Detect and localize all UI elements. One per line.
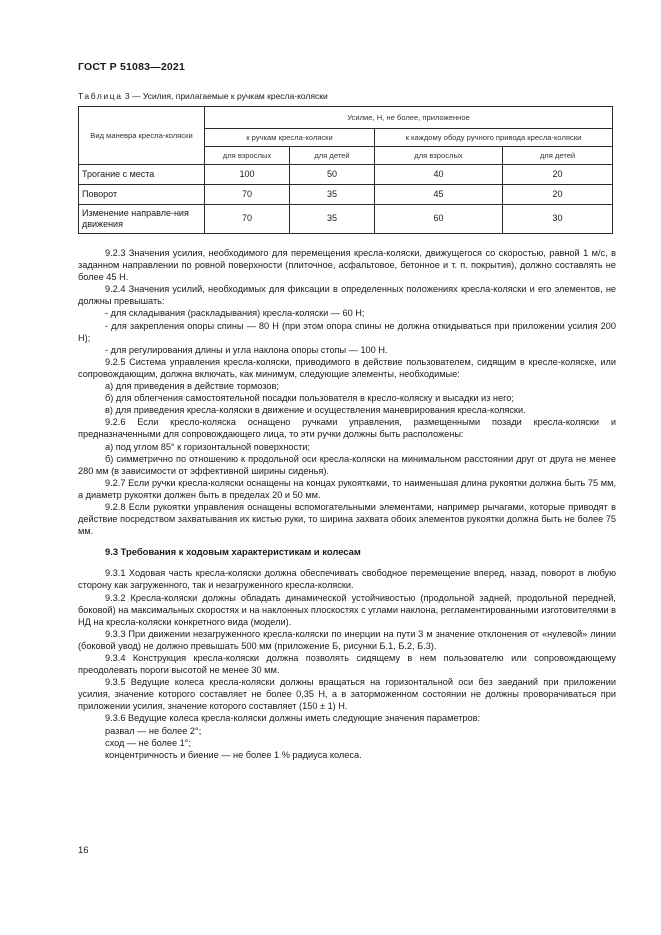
- table-cell: 20: [503, 165, 613, 185]
- table-row: [79, 205, 613, 234]
- paragraph: а) для приведения в действие тормозов;: [105, 381, 279, 392]
- paragraph: 9.3.6 Ведущие колеса кресла-коляски должны иметь следующие значения параметров:: [105, 713, 481, 724]
- paragraph: 9.2.6 Если кресло-коляска оснащено ручками управления, размещенными позади кресла-коляски и предназначенными для сопровождающего лица, то эти ручки должны быть расположены:: [78, 417, 616, 440]
- header-children: для детей: [290, 147, 375, 165]
- table-cell: 35: [290, 205, 375, 234]
- paragraph: б) для облегчения самостоятельной посадки пользователя в кресло-коляску и высадки из него;: [105, 393, 514, 404]
- table-cell: 70: [205, 205, 290, 234]
- header-adults: для взрослых: [375, 147, 503, 165]
- paragraph: сход — не более 1°;: [105, 737, 192, 748]
- paragraph: - для регулирования длины и угла наклона опоры стопы — 100 Н.: [105, 344, 388, 355]
- table-cell: 40: [375, 165, 503, 185]
- row-label: Поворот: [79, 185, 205, 205]
- header-maneuver: Вид маневра кресла-коляски: [79, 107, 205, 165]
- paragraph: 9.3.4 Конструкция кресла-коляски должна позволять сидящему в нем пользователю или сопровождающему преодолевать пороги высотой не менее 30 мм.: [78, 653, 616, 676]
- body-text: [78, 247, 616, 761]
- paragraph: в) для приведения кресла-коляски в движение и осуществления маневрирования кресла-коляски.: [105, 405, 526, 416]
- paragraph: 9.3.1 Ходовая часть кресла-коляски должна обеспечивать свободное перемещение вперед, назад, поворот в любую сторону как загруженного, так и незагруженного кресла-коляски.: [78, 568, 616, 591]
- paragraph: 9.3.3 При движении незагруженного кресла-коляски по инерции на пути 3 м значение отклонения от «нулевой» линии (боковой увод) не должно превышать 500 мм (приложение Б, рисунки Б.1, Б.2, Б.3).: [78, 628, 616, 651]
- forces-table: [78, 106, 613, 234]
- paragraph: - для закрепления опоры спины — 80 Н (при этом опора спины не должна откидываться при приложении усилия 200 Н);: [78, 320, 616, 343]
- table-cell: 70: [205, 185, 290, 205]
- table-caption-text: 3 — Усилия, прилагаемые к ручкам кресла-коляски: [124, 91, 328, 101]
- table-cell: 20: [503, 185, 613, 205]
- row-label: Трогание с места: [79, 165, 205, 185]
- section-heading: 9.3 Требования к ходовым характеристикам и колесам: [105, 546, 361, 558]
- paragraph: 9.2.5 Система управления кресла-коляски, приводимого в действие пользователем, сидящим в кресле-коляске, или сопровождающим, должна включать, как минимум, следующие элементы, необходимые:: [78, 356, 616, 379]
- table-cell: 50: [290, 165, 375, 185]
- paragraph: 9.3.5 Ведущие колеса кресла-коляски должны вращаться на горизонтальной оси без заеданий при приложении усилия, значение которого составляет не более 0,35 Н, а в заторможенном состоянии не должны проворачиваться при приложении усилия, значение которого составляет (150 ± 1) Н.: [78, 677, 616, 712]
- paragraph: 9.2.3 Значения усилия, необходимого для перемещения кресла-коляски, движущегося со скоростью, равной 1 м/с, в заданном направлении по ровной поверхности (плиточное, асфальтовое, бетонное и т. п. покрытия), должно составлять не более 45 Н.: [78, 248, 616, 283]
- table-cell: 60: [375, 205, 503, 234]
- paragraph: а) под углом 85° к горизонтальной поверхности;: [105, 441, 310, 452]
- paragraph: 9.2.7 Если ручки кресла-коляски оснащены на концах рукоятками, то наименьшая длина рукоятки должна быть 75 мм, а диаметр рукоятки должен быть в пределах 20 и 50 мм.: [78, 477, 616, 500]
- header-force: Усилие, Н, не более, приложенное: [205, 107, 613, 129]
- paragraph: развал — не более 2°;: [105, 725, 202, 736]
- row-label: Изменение направле-ния движения: [79, 205, 205, 234]
- header-handles: к ручкам кресла-коляски: [205, 129, 375, 147]
- page-number: 16: [78, 845, 89, 856]
- header-adults: для взрослых: [205, 147, 290, 165]
- table-cell: 30: [503, 205, 613, 234]
- document-header: ГОСТ Р 51083—2021: [78, 61, 186, 73]
- paragraph: - для складывания (раскладывания) кресла-коляски — 60 Н;: [105, 308, 365, 319]
- table-cell: 100: [205, 165, 290, 185]
- paragraph: б) симметрично по отношению к продольной оси кресла-коляски на минимальном расстоянии друг от друга не менее 280 мм (в зависимости от эффективной ширины сиденья).: [78, 453, 616, 476]
- table-caption: [78, 91, 328, 101]
- paragraph: 9.2.8 Если рукоятки управления оснащены вспомогательными элементами, например рычагами, которые приводят в действие посредством захватывания их кистью руки, то ширина захвата обоих элементов рукоятки должна быть не более 75 мм.: [78, 501, 616, 537]
- table-caption-word: Таблица: [78, 91, 123, 101]
- header-rims: к каждому ободу ручного привода кресла-коляски: [375, 129, 613, 147]
- paragraph: 9.2.4 Значения усилий, необходимых для фиксации в определенных положениях кресла-коляски и его элементов, не должны превышать:: [78, 284, 616, 307]
- table-cell: 35: [290, 185, 375, 205]
- table-cell: 45: [375, 185, 503, 205]
- paragraph: концентричность и биение — не более 1 % радиуса колеса.: [105, 749, 362, 760]
- table-row: [79, 185, 613, 205]
- table-row: [79, 165, 613, 185]
- header-children: для детей: [503, 147, 613, 165]
- paragraph: 9.3.2 Кресла-коляски должны обладать динамической устойчивостью (продольной задней, продольной передней, боковой) на максимальных скоростях и на наклонных плоскостях с углами наклона, регламентированными изготовителями в НД на кресла-коляски конкретного вида (модели).: [78, 592, 616, 627]
